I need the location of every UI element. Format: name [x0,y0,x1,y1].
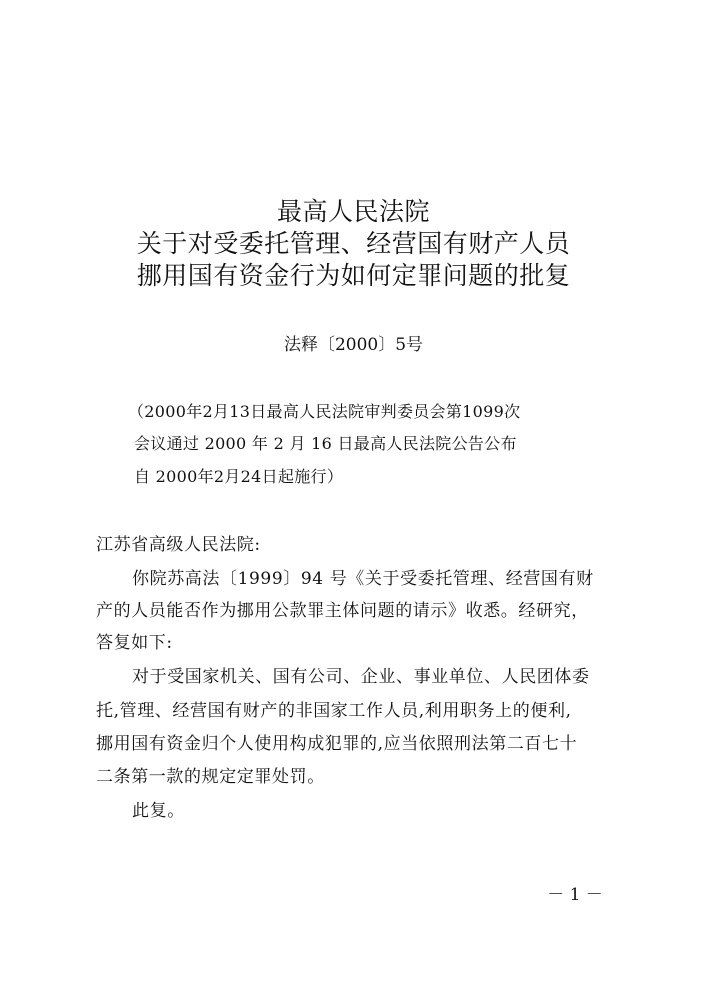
body-paragraph-1-line-2: 产的人员能否作为挪用公款罪主体问题的请示》收悉。经研究， [96,601,589,621]
document-number: 法释〔2000〕5号 [283,335,424,355]
page-number: － 1 － [547,885,603,905]
adoption-note-line-1: （2000年2月13日最高人民法院审判委员会第1099次 [128,402,521,421]
title-line-3: 挪用国有资金行为如何定罪问题的批复 [136,261,571,290]
title-line-1: 最高人民法院 [276,197,430,226]
body-paragraph-1-line-3: 答复如下: [96,633,173,653]
addressee: 江苏省高级人民法院: [96,535,261,555]
closing-remark: 此复。 [132,801,185,821]
adoption-note-line-3: 自 2000年2月24日起施行） [134,467,344,486]
body-paragraph-2-line-2: 托,管理、经营国有财产的非国家工作人员,利用职务上的便利, [96,701,572,721]
title-line-2: 关于对受委托管理、经营国有财产人员 [136,229,571,258]
body-paragraph-2-line-1: 对于受国家机关、国有公司、企业、事业单位、人民团体委 [132,667,590,687]
body-paragraph-2-line-3: 挪用国有资金归个人使用构成犯罪的,应当依照刑法第二百七十 [96,734,578,754]
adoption-note-line-2: 会议通过 2000 年 2 月 16 日最高人民法院公告公布 [134,434,517,453]
body-paragraph-2-line-4: 二条第一款的规定定罪处罚。 [96,767,325,787]
body-paragraph-1-line-1: 你院苏高法〔1999〕94 号《关于受委托管理、经营国有财 [132,569,594,589]
